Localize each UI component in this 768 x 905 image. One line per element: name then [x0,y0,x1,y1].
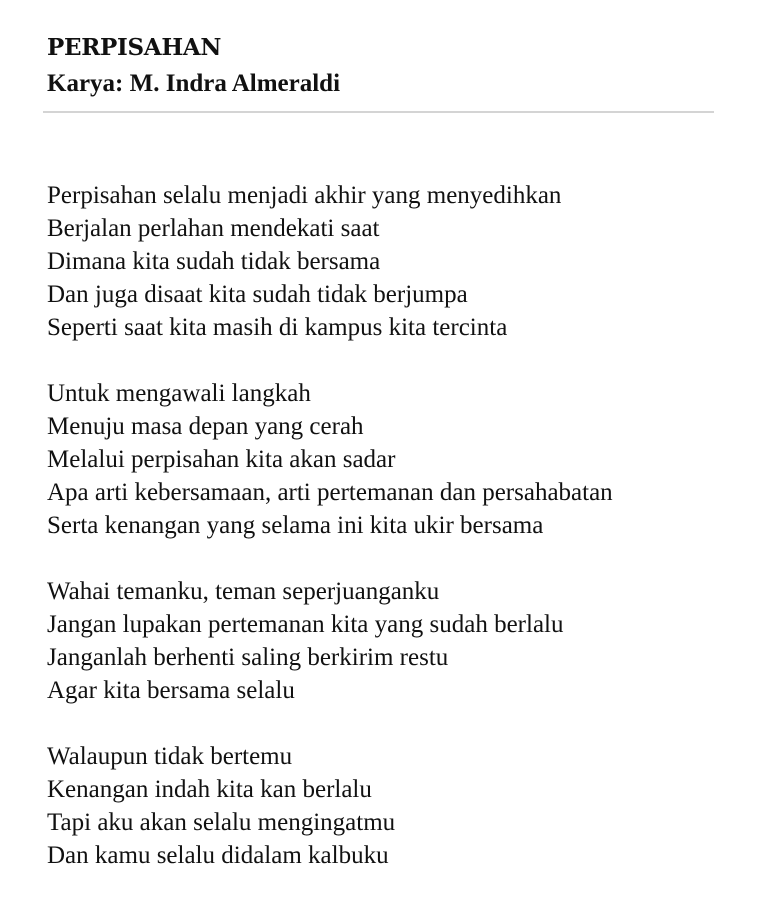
verse-line: Agar kita bersama selalu [47,677,295,704]
verse-line: Berjalan perlahan mendekati saat [47,215,380,242]
verse-line: Apa arti kebersamaan, arti pertemanan dan persahabatan [47,479,613,506]
verse-line: Melalui perpisahan kita akan sadar [47,446,396,473]
verse-line: Kenangan indah kita kan berlalu [47,776,372,803]
verse-line: Untuk mengawali langkah [47,380,311,407]
stanza-2 [47,377,747,542]
poem-body [47,179,747,905]
poem-header [47,30,714,100]
stanza-1 [47,179,747,344]
verse-line: Serta kenangan yang selama ini kita ukir bersama [47,512,544,539]
verse-line: Janganlah berhenti saling berkirim restu [47,644,449,671]
stanza-3 [47,575,747,707]
verse-line: Tapi aku akan selalu mengingatmu [47,809,396,836]
verse-line: Dan kamu selalu didalam kalbuku [47,842,389,869]
verse-line: Menuju masa depan yang cerah [47,413,364,440]
stanza-4 [47,740,747,872]
verse-line: Seperti saat kita masih di kampus kita tercinta [47,314,508,341]
poem-title: PERPISAHAN [47,34,222,61]
verse-line: Perpisahan selalu menjadi akhir yang menyedihkan [47,182,562,209]
verse-line: Jangan lupakan pertemanan kita yang sudah berlalu [47,611,564,638]
verse-line: Walaupun tidak bertemu [47,743,293,770]
verse-line: Wahai temanku, teman seperjuanganku [47,578,440,605]
header-divider [43,111,714,113]
verse-line: Dan juga disaat kita sudah tidak berjumpa [47,281,468,308]
poem-author: Karya: M. Indra Almeraldi [47,70,341,97]
verse-line: Dimana kita sudah tidak bersama [47,248,381,275]
